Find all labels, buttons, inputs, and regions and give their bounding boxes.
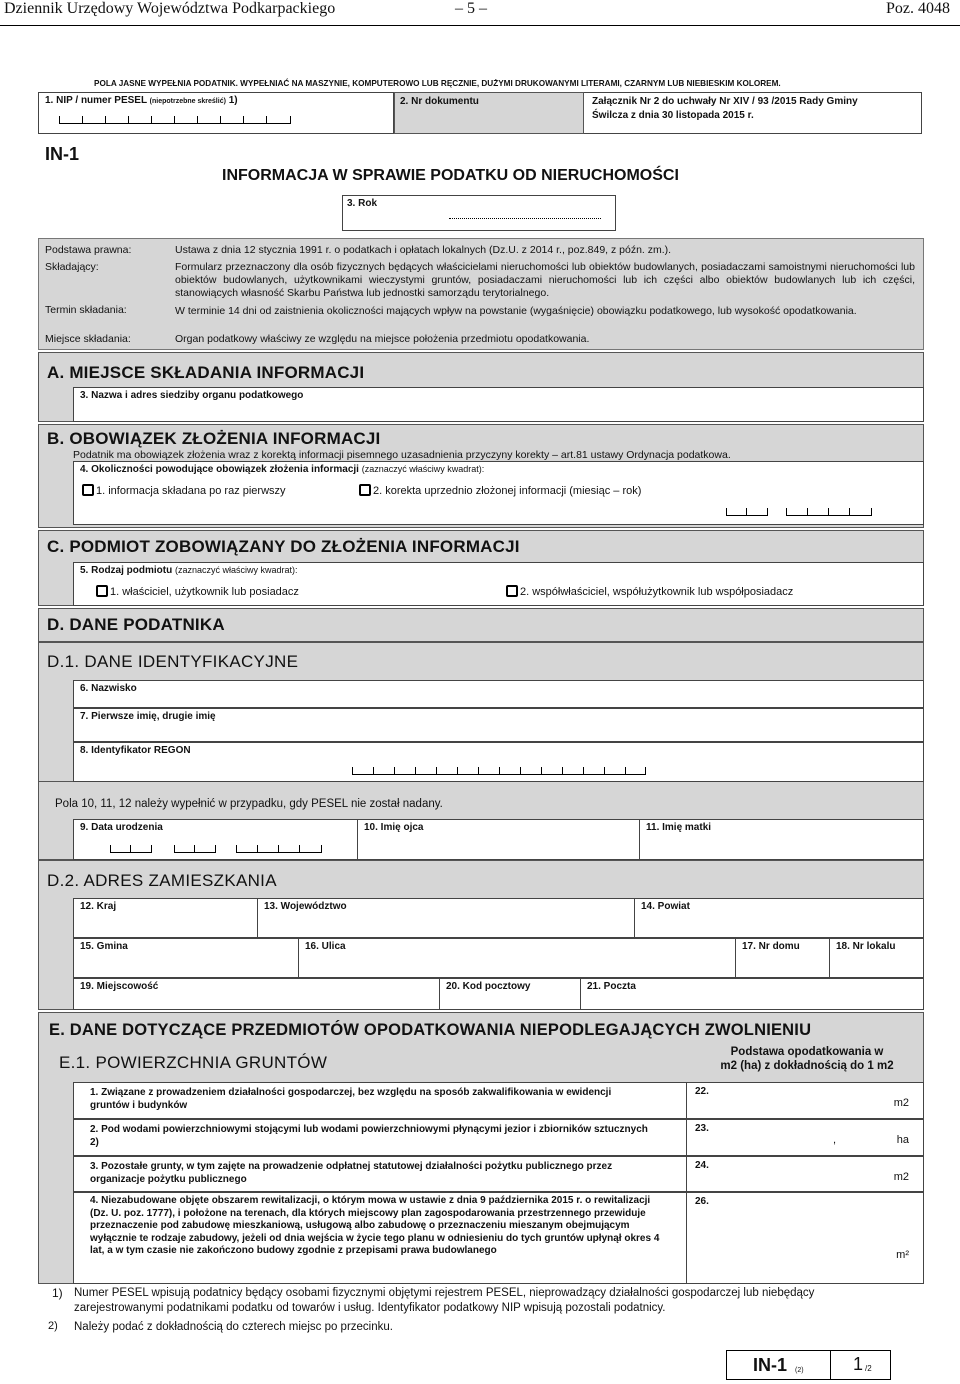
locality-label: 19. Miejscowość <box>80 981 159 992</box>
land-row-3-text: 3. Pozostałe grunty, w tym zajęte na prowadzenie odpłatnej statutowej działalności pożytku publicznego przez organizacje pożytku publicznego <box>90 1161 613 1185</box>
entity-type-field <box>73 562 924 606</box>
postal-code-label: 20. Kod pocztowy <box>446 981 531 992</box>
land-row-2-text: 2. Pod wodami powierzchniowymi stojącymi lub wodami powierzchniowymi płynącymi jezior i zbiorników sztucznych 2) <box>90 1124 648 1148</box>
house-number-field[interactable] <box>736 938 830 978</box>
section-d1-title: D.1. DANE IDENTYFIKACYJNE <box>47 652 299 671</box>
footer-page-box <box>831 1350 891 1380</box>
entity-type-label: 5. Rodzaj podmiotu (zaznaczyć właściwy kwadrat): <box>80 565 298 576</box>
footer-code-text: IN-1 <box>753 1355 788 1375</box>
county-field[interactable] <box>635 898 924 938</box>
field-22-unit: m2 <box>893 1097 909 1109</box>
post-office-label: 21. Poczta <box>587 981 636 992</box>
country-field[interactable] <box>73 898 258 938</box>
birth-date-label: 9. Data urodzenia <box>80 822 163 833</box>
footer-page-total: /2 <box>865 1364 872 1373</box>
locality-field[interactable] <box>73 978 440 1010</box>
section-d <box>38 608 924 642</box>
footnote-2-text: Należy podać z dokładnością do czterech miejsc po przecinku. <box>74 1321 393 1333</box>
field-26-number: 26. <box>695 1196 709 1207</box>
day-tick-boxes <box>110 846 152 853</box>
section-d2-title: D.2. ADRES ZAMIESZKANIA <box>47 871 277 890</box>
field-23-decimal-separator: , <box>833 1134 837 1146</box>
option-co-owner[interactable] <box>506 585 793 598</box>
land-area-24-field[interactable] <box>687 1156 924 1192</box>
field-24-unit: m2 <box>893 1171 909 1183</box>
land-row-3 <box>73 1156 687 1192</box>
document-number-label: 2. Nr dokumentu <box>400 96 479 107</box>
commune-field[interactable] <box>73 938 299 978</box>
birth-date-field[interactable] <box>73 819 358 860</box>
month-tick-boxes <box>174 846 216 853</box>
commune-label: 15. Gmina <box>80 941 128 952</box>
checkbox-icon[interactable] <box>506 585 518 597</box>
land-area-22-field[interactable] <box>687 1082 924 1119</box>
land-row-1-text: 1. Związane z prowadzeniem działalności gospodarczej, bez względu na sposób zakwalifikowania w ewidencji gruntów i budynków <box>90 1087 612 1111</box>
footnote-1-text: Numer PESEL wpisują podatnicy będący osobami fizycznymi objętymi rejestrem PESEL, nieprowadzący działalności gospodarczej lub niebędący zarejestrowanymi podatnikami podatku od towarów i usług. Identyfikator podatkowy NIP wpisują pozostali podatnicy. <box>74 1287 815 1314</box>
checkbox-icon[interactable] <box>359 484 371 496</box>
tax-base-header-line1: Podstawa opodatkowania w <box>730 1046 884 1058</box>
correction-note: Podatnik ma obowiązek złożenia wraz z korektą informacji pisemnego uzasadnienia przyczyny korekty – art.81 ustawy Ordynacja podatkowa. <box>73 449 731 461</box>
first-names-field[interactable] <box>73 708 924 742</box>
year-field[interactable] <box>342 195 616 231</box>
street-field[interactable] <box>299 938 736 978</box>
year-tick-boxes <box>236 846 322 853</box>
fill-instruction: POLA JASNE WYPEŁNIA PODATNIK. WYPEŁNIAĆ NA MASZYNIE, KOMPUTEROWO LUB RĘCZNIE, DUŻYMI DRUKOWANYMI LITERAMI, CZARNYM LUB NIEBIESKIM KOLOREM. <box>94 79 781 88</box>
year-dotted-line <box>449 218 601 219</box>
year-label: 3. Rok <box>347 198 378 209</box>
surname-label: 6. Nazwisko <box>80 683 137 694</box>
footer-page-number: 1 <box>853 1354 864 1374</box>
land-row-2 <box>73 1119 687 1156</box>
tax-base-header <box>687 1045 927 1073</box>
page-header <box>0 0 960 26</box>
position-number: Poz. 4048 <box>886 0 950 17</box>
land-row-4 <box>73 1192 687 1284</box>
circumstances-label: 4. Okoliczności powodujące obowiązek złożenia informacji (zaznaczyć właściwy kwadrat): <box>80 464 485 475</box>
land-area-23-field[interactable] <box>687 1119 924 1156</box>
first-names-label: 7. Pierwsze imię, drugie imię <box>80 711 216 722</box>
mother-name-label: 11. Imię matki <box>646 822 712 833</box>
nip-label: 1. NIP / numer PESEL (niepotrzebne skreślić) 1) <box>45 95 238 106</box>
tax-office-label: 3. Nazwa i adres siedziby organu podatkowego <box>80 390 304 401</box>
country-label: 12. Kraj <box>80 901 117 912</box>
option-co-owner-label: 2. współwłaściciel, współużytkownik lub współposiadacz <box>520 586 794 598</box>
apartment-number-field[interactable] <box>830 938 924 978</box>
regon-tick-boxes <box>352 768 646 775</box>
section-b-title: B. OBOWIĄZEK ZŁOŻENIA INFORMACJI <box>47 429 381 448</box>
submitter-text: Formularz przeznaczony dla osób fizycznych będących właścicielami nieruchomości lub obiektów budowlanych, posiadaczami samoistnymi nieruchomości lub obiektów budowlanych, użytkownikami wieczystymi gruntów, posiadaczami nieruchomości lub ich części albo obiektów budowlanych lub ich części, stanowiących własność Skarbu Państwa lub jednostki samorządu terytorialnego. <box>175 261 915 299</box>
field-26-unit: m² <box>896 1249 909 1261</box>
land-row-1 <box>73 1082 687 1119</box>
nip-field[interactable] <box>38 92 394 134</box>
street-label: 16. Ulica <box>305 941 346 952</box>
option-owner[interactable] <box>96 585 299 598</box>
option-first-label: 1. informacja składana po raz pierwszy <box>96 485 286 497</box>
father-name-field[interactable] <box>358 819 640 860</box>
surname-field[interactable] <box>73 680 924 708</box>
footer-code-sub: (2) <box>795 1367 804 1374</box>
post-office-field[interactable] <box>581 978 924 1010</box>
place-text: Organ podatkowy właściwy ze względu na miejsce położenia przedmiotu opodatkowania. <box>175 333 590 345</box>
option-correction[interactable] <box>359 484 641 497</box>
page-number: – 5 – <box>455 0 487 17</box>
month-tick-boxes[interactable] <box>726 509 768 516</box>
house-number-label: 17. Nr domu <box>742 941 800 952</box>
pesel-note: Pola 10, 11, 12 należy wypełnić w przypadku, gdy PESEL nie został nadany. <box>55 798 443 810</box>
legal-basis-label: Podstawa prawna: <box>45 244 132 256</box>
journal-title: Dziennik Urzędowy Województwa Podkarpackiego <box>4 0 336 17</box>
checkbox-icon[interactable] <box>96 585 108 597</box>
option-first-submission[interactable] <box>82 484 286 497</box>
field-24-number: 24. <box>695 1160 709 1171</box>
tax-base-header-line2: m2 (ha) z dokładnością do 1 m2 <box>720 1060 894 1072</box>
field-23-unit: ha <box>896 1134 909 1146</box>
attachment-note <box>584 92 922 134</box>
year-tick-boxes[interactable] <box>786 509 872 516</box>
document-number-field <box>394 92 584 134</box>
deadline-label: Termin składania: <box>45 304 127 316</box>
land-row-4-text: 4. Niezabudowane objęte obszarem rewitalizacji, o którym mowa w ustawie z dnia 9 października 2015 r. o rewitalizacji (Dz. U. poz. 1777), i położone na terenach, dla których miejscowy plan zagospodarowania przestrzennego przewiduje przeznaczenie pod zabudowę mieszkaniową, usługową albo zabudowę o przeznaczeniu mieszanym obejmującym wyłącznie te rodzaje zabudowy, jeżeli od dnia wejścia w życie tego planu w odniesieniu do tych gruntów upłynął okres 4 lat, a w tym czasie nie zakończono budowy zgodnie z przepisami prawa budowlanego <box>90 1195 660 1257</box>
section-d-title: D. DANE PODATNIKA <box>47 615 225 634</box>
mother-name-field[interactable] <box>640 819 924 860</box>
father-name-label: 10. Imię ojca <box>364 822 424 833</box>
voivodeship-field[interactable] <box>258 898 635 938</box>
tax-office-field[interactable] <box>73 387 924 422</box>
regon-field[interactable] <box>73 742 924 782</box>
regon-label: 8. Identyfikator REGON <box>80 745 191 756</box>
info-block <box>38 238 924 350</box>
deadline-text: W terminie 14 dni od zaistnienia okoliczności mających wpływ na powstanie (wygaśnięcie) obowiązku podatkowego, lub wysokość opodatkowania. <box>175 305 857 317</box>
voivodeship-label: 13. Województwo <box>264 901 347 912</box>
section-a-title: A. MIEJSCE SKŁADANIA INFORMACJI <box>47 363 365 382</box>
option-correction-label: 2. korekta uprzednio złożonej informacji (miesiąc – rok) <box>373 485 642 497</box>
postal-code-field[interactable] <box>440 978 581 1010</box>
attachment-line2: Świlcza z dnia 30 listopada 2015 r. <box>592 110 754 121</box>
apartment-number-label: 18. Nr lokalu <box>836 941 896 952</box>
section-c-title: C. PODMIOT ZOBOWIĄZANY DO ZŁOŻENIA INFORMACJI <box>47 537 520 556</box>
land-area-26-field[interactable] <box>687 1192 924 1284</box>
section-e-title: E. DANE DOTYCZĄCE PRZEDMIOTÓW OPODATKOWANIA NIEPODLEGAJĄCYCH ZWOLNIENIU <box>49 1021 812 1039</box>
submitter-label: Składający: <box>45 261 99 273</box>
checkbox-icon[interactable] <box>82 484 94 496</box>
place-label: Miejsce składania: <box>45 333 131 345</box>
option-owner-label: 1. właściciel, użytkownik lub posiadacz <box>110 586 299 598</box>
section-e1-title: E.1. POWIERZCHNIA GRUNTÓW <box>59 1053 328 1072</box>
attachment-line1: Załącznik Nr 2 do uchwały Nr XIV / 93 /2015 Rady Gminy <box>592 96 858 107</box>
legal-basis-text: Ustawa z dnia 12 stycznia 1991 r. o podatkach i opłatach lokalnych (Dz.U. z 2014 r., poz.849, z późn. zm.). <box>175 244 672 256</box>
county-label: 14. Powiat <box>641 901 690 912</box>
footnote-1-mark: 1) <box>52 1286 63 1300</box>
field-23-number: 23. <box>695 1123 709 1134</box>
form-code: IN-1 <box>45 144 80 164</box>
nip-tick-boxes <box>59 117 291 124</box>
field-22-number: 22. <box>695 1086 709 1097</box>
footer-form-code <box>726 1350 831 1380</box>
circumstances-field <box>73 461 924 525</box>
form-title: INFORMACJA W SPRAWIE PODATKU OD NIERUCHOMOŚCI <box>222 167 679 184</box>
footnote-2-mark: 2) <box>48 1320 58 1332</box>
